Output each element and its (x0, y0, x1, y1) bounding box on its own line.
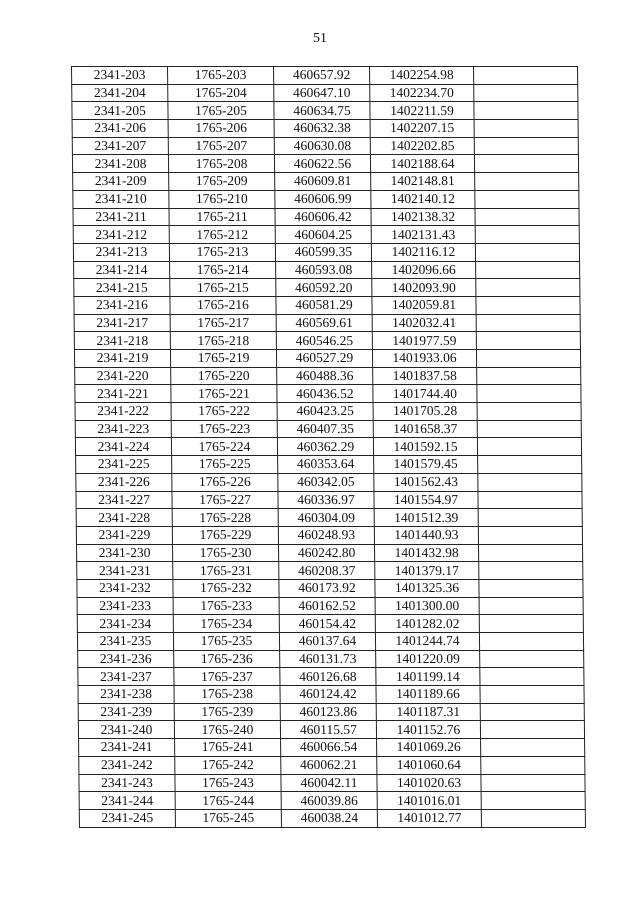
note-cell (478, 473, 582, 491)
x-coordinate-cell: 460131.73 (280, 650, 376, 668)
y-coordinate-cell: 1401562.43 (374, 473, 478, 491)
note-cell (474, 137, 578, 155)
old-point-id-cell: 1765-237 (174, 668, 280, 686)
point-id-cell: 2341-243 (79, 774, 175, 792)
old-point-id-cell: 1765-224 (171, 438, 277, 456)
point-id-cell: 2341-219 (74, 350, 170, 368)
point-id-cell: 2341-224 (75, 438, 171, 456)
x-coordinate-cell: 460304.09 (278, 509, 374, 527)
y-coordinate-cell: 1401016.01 (377, 792, 481, 810)
y-coordinate-cell: 1401244.74 (375, 633, 479, 651)
old-point-id-cell: 1765-244 (175, 792, 281, 810)
old-point-id-cell: 1765-217 (170, 314, 276, 332)
old-point-id-cell: 1765-242 (175, 756, 281, 774)
point-id-cell: 2341-234 (77, 615, 173, 633)
x-coordinate-cell: 460606.99 (275, 190, 371, 208)
note-cell (475, 190, 579, 208)
y-coordinate-cell: 1401837.58 (373, 367, 477, 385)
note-cell (476, 314, 580, 332)
note-cell (476, 261, 580, 279)
y-coordinate-cell: 1401187.31 (376, 703, 480, 721)
table-row (72, 155, 578, 173)
x-coordinate-cell: 460137.64 (279, 633, 375, 651)
table-row (77, 615, 583, 633)
point-id-cell: 2341-221 (75, 385, 171, 403)
old-point-id-cell: 1765-204 (168, 84, 274, 102)
x-coordinate-cell: 460154.42 (279, 615, 375, 633)
old-point-id-cell: 1765-203 (168, 67, 274, 85)
point-id-cell: 2341-204 (72, 84, 168, 102)
note-cell (476, 350, 580, 368)
x-coordinate-cell: 460126.68 (280, 668, 376, 686)
old-point-id-cell: 1765-220 (171, 367, 277, 385)
y-coordinate-cell: 1401512.39 (374, 509, 478, 527)
point-id-cell: 2341-211 (73, 208, 169, 226)
point-id-cell: 2341-222 (75, 403, 171, 421)
x-coordinate-cell: 460362.29 (277, 438, 373, 456)
y-coordinate-cell: 1401705.28 (373, 403, 477, 421)
point-id-cell: 2341-230 (77, 544, 173, 562)
point-id-cell: 2341-228 (76, 509, 172, 527)
note-cell (481, 774, 585, 792)
old-point-id-cell: 1765-243 (175, 774, 281, 792)
y-coordinate-cell: 1401554.97 (374, 491, 478, 509)
x-coordinate-cell: 460115.57 (280, 721, 376, 739)
old-point-id-cell: 1765-219 (170, 350, 276, 368)
x-coordinate-cell: 460527.29 (276, 350, 372, 368)
point-id-cell: 2341-229 (76, 526, 172, 544)
table-row (73, 190, 579, 208)
coordinates-table-body (72, 67, 586, 828)
note-cell (480, 703, 584, 721)
table-row (72, 67, 578, 85)
y-coordinate-cell: 1401189.66 (376, 686, 480, 704)
note-cell (475, 173, 579, 191)
note-cell (475, 243, 579, 261)
point-id-cell: 2341-226 (76, 473, 172, 491)
point-id-cell: 2341-214 (74, 261, 170, 279)
point-id-cell: 2341-232 (77, 579, 173, 597)
note-cell (477, 420, 581, 438)
point-id-cell: 2341-208 (72, 155, 168, 173)
note-cell (479, 579, 583, 597)
y-coordinate-cell: 1401220.09 (376, 650, 480, 668)
old-point-id-cell: 1765-241 (175, 739, 281, 757)
point-id-cell: 2341-233 (77, 597, 173, 615)
x-coordinate-cell: 460436.52 (277, 385, 373, 403)
table-row (78, 686, 584, 704)
note-cell (481, 792, 585, 810)
note-cell (477, 385, 581, 403)
note-cell (474, 120, 578, 138)
old-point-id-cell: 1765-214 (170, 261, 276, 279)
old-point-id-cell: 1765-245 (175, 809, 281, 827)
table-row (74, 296, 580, 314)
old-point-id-cell: 1765-210 (169, 190, 275, 208)
table-row (77, 597, 583, 615)
x-coordinate-cell: 460647.10 (274, 84, 370, 102)
y-coordinate-cell: 1401592.15 (373, 438, 477, 456)
old-point-id-cell: 1765-208 (168, 155, 274, 173)
point-id-cell: 2341-210 (73, 190, 169, 208)
old-point-id-cell: 1765-236 (174, 650, 280, 668)
x-coordinate-cell: 460632.38 (274, 120, 370, 138)
table-row (76, 473, 582, 491)
old-point-id-cell: 1765-233 (173, 597, 279, 615)
y-coordinate-cell: 1401069.26 (377, 739, 481, 757)
y-coordinate-cell: 1401199.14 (376, 668, 480, 686)
x-coordinate-cell: 460162.52 (279, 597, 375, 615)
point-id-cell: 2341-223 (75, 420, 171, 438)
table-row (74, 314, 580, 332)
x-coordinate-cell: 460622.56 (274, 155, 370, 173)
old-point-id-cell: 1765-216 (170, 296, 276, 314)
y-coordinate-cell: 1402096.66 (372, 261, 476, 279)
point-id-cell: 2341-236 (78, 650, 174, 668)
x-coordinate-cell: 460606.42 (275, 208, 371, 226)
old-point-id-cell: 1765-213 (169, 243, 275, 261)
note-cell (479, 562, 583, 580)
old-point-id-cell: 1765-231 (173, 562, 279, 580)
table-row (73, 226, 579, 244)
table-row (75, 438, 581, 456)
table-row (72, 102, 578, 120)
y-coordinate-cell: 1402188.64 (370, 155, 474, 173)
x-coordinate-cell: 460242.80 (279, 544, 375, 562)
y-coordinate-cell: 1402140.12 (371, 190, 475, 208)
old-point-id-cell: 1765-225 (172, 456, 278, 474)
table-row (75, 403, 581, 421)
x-coordinate-cell: 460423.25 (277, 403, 373, 421)
y-coordinate-cell: 1402207.15 (370, 120, 474, 138)
y-coordinate-cell: 1401300.00 (375, 597, 479, 615)
note-cell (474, 155, 578, 173)
x-coordinate-cell: 460604.25 (275, 226, 371, 244)
note-cell (479, 615, 583, 633)
x-coordinate-cell: 460062.21 (281, 756, 377, 774)
old-point-id-cell: 1765-222 (171, 403, 277, 421)
old-point-id-cell: 1765-227 (172, 491, 278, 509)
note-cell (474, 102, 578, 120)
point-id-cell: 2341-242 (79, 756, 175, 774)
old-point-id-cell: 1765-212 (169, 226, 275, 244)
table-row (77, 562, 583, 580)
y-coordinate-cell: 1402059.81 (372, 296, 476, 314)
point-id-cell: 2341-206 (72, 120, 168, 138)
page-number: 51 (313, 31, 327, 46)
x-coordinate-cell: 460039.86 (281, 792, 377, 810)
note-cell (478, 526, 582, 544)
coordinates-table (71, 66, 586, 828)
x-coordinate-cell: 460407.35 (277, 420, 373, 438)
table-row (78, 668, 584, 686)
table-row (76, 456, 582, 474)
old-point-id-cell: 1765-215 (170, 279, 276, 297)
x-coordinate-cell: 460609.81 (275, 173, 371, 191)
note-cell (480, 668, 584, 686)
note-cell (479, 597, 583, 615)
note-cell (477, 403, 581, 421)
note-cell (476, 296, 580, 314)
note-cell (476, 332, 580, 350)
x-coordinate-cell: 460342.05 (278, 473, 374, 491)
y-coordinate-cell: 1402138.32 (371, 208, 475, 226)
table-row (75, 420, 581, 438)
note-cell (479, 544, 583, 562)
old-point-id-cell: 1765-218 (170, 332, 276, 350)
note-cell (481, 739, 585, 757)
old-point-id-cell: 1765-207 (168, 137, 274, 155)
y-coordinate-cell: 1401658.37 (373, 420, 477, 438)
x-coordinate-cell: 460173.92 (279, 579, 375, 597)
y-coordinate-cell: 1402116.12 (371, 243, 475, 261)
point-id-cell: 2341-245 (79, 809, 175, 827)
point-id-cell: 2341-235 (77, 633, 173, 651)
y-coordinate-cell: 1401325.36 (375, 579, 479, 597)
point-id-cell: 2341-217 (74, 314, 170, 332)
point-id-cell: 2341-218 (74, 332, 170, 350)
table-row (74, 279, 580, 297)
point-id-cell: 2341-225 (76, 456, 172, 474)
note-cell (475, 226, 579, 244)
old-point-id-cell: 1765-232 (173, 579, 279, 597)
note-cell (480, 650, 584, 668)
point-id-cell: 2341-209 (73, 173, 169, 191)
x-coordinate-cell: 460581.29 (276, 296, 372, 314)
y-coordinate-cell: 1401379.17 (375, 562, 479, 580)
x-coordinate-cell: 460546.25 (276, 332, 372, 350)
y-coordinate-cell: 1402032.41 (372, 314, 476, 332)
table-row (77, 544, 583, 562)
y-coordinate-cell: 1401152.76 (376, 721, 480, 739)
x-coordinate-cell: 460038.24 (281, 809, 377, 827)
note-cell (481, 756, 585, 774)
table-row (74, 332, 580, 350)
old-point-id-cell: 1765-206 (168, 120, 274, 138)
x-coordinate-cell: 460630.08 (274, 137, 370, 155)
table-row (74, 350, 580, 368)
note-cell (476, 279, 580, 297)
x-coordinate-cell: 460657.92 (274, 67, 370, 85)
y-coordinate-cell: 1402211.59 (370, 102, 474, 120)
old-point-id-cell: 1765-239 (174, 703, 280, 721)
old-point-id-cell: 1765-235 (173, 633, 279, 651)
table-row (79, 756, 585, 774)
x-coordinate-cell: 460592.20 (276, 279, 372, 297)
x-coordinate-cell: 460066.54 (281, 739, 377, 757)
x-coordinate-cell: 460208.37 (279, 562, 375, 580)
x-coordinate-cell: 460336.97 (278, 491, 374, 509)
table-row (79, 774, 585, 792)
old-point-id-cell: 1765-223 (171, 420, 277, 438)
note-cell (478, 509, 582, 527)
table-row (76, 526, 582, 544)
note-cell (479, 633, 583, 651)
old-point-id-cell: 1765-240 (174, 721, 280, 739)
x-coordinate-cell: 460123.86 (280, 703, 376, 721)
old-point-id-cell: 1765-228 (172, 509, 278, 527)
x-coordinate-cell: 460353.64 (278, 456, 374, 474)
table-row (77, 633, 583, 651)
y-coordinate-cell: 1401012.77 (377, 809, 481, 827)
point-id-cell: 2341-244 (79, 792, 175, 810)
point-id-cell: 2341-212 (73, 226, 169, 244)
x-coordinate-cell: 460248.93 (278, 526, 374, 544)
note-cell (478, 456, 582, 474)
note-cell (477, 367, 581, 385)
table-row (72, 120, 578, 138)
old-point-id-cell: 1765-226 (172, 473, 278, 491)
table-row (72, 137, 578, 155)
point-id-cell: 2341-237 (78, 668, 174, 686)
point-id-cell: 2341-231 (77, 562, 173, 580)
note-cell (477, 438, 581, 456)
y-coordinate-cell: 1401060.64 (377, 756, 481, 774)
table-row (72, 84, 578, 102)
y-coordinate-cell: 1402148.81 (371, 173, 475, 191)
point-id-cell: 2341-240 (78, 721, 174, 739)
table-row (79, 739, 585, 757)
point-id-cell: 2341-215 (74, 279, 170, 297)
table-row (75, 385, 581, 403)
y-coordinate-cell: 1402131.43 (371, 226, 475, 244)
old-point-id-cell: 1765-230 (173, 544, 279, 562)
table-row (76, 509, 582, 527)
point-id-cell: 2341-203 (72, 67, 168, 85)
x-coordinate-cell: 460488.36 (277, 367, 373, 385)
table-row (76, 491, 582, 509)
table-row (73, 243, 579, 261)
table-row (79, 809, 585, 827)
y-coordinate-cell: 1401579.45 (374, 456, 478, 474)
note-cell (481, 809, 585, 827)
table-row (73, 208, 579, 226)
table-row (77, 579, 583, 597)
old-point-id-cell: 1765-221 (171, 385, 277, 403)
note-cell (478, 491, 582, 509)
point-id-cell: 2341-213 (73, 243, 169, 261)
y-coordinate-cell: 1401977.59 (372, 332, 476, 350)
point-id-cell: 2341-227 (76, 491, 172, 509)
y-coordinate-cell: 1401744.40 (373, 385, 477, 403)
note-cell (474, 84, 578, 102)
point-id-cell: 2341-220 (75, 367, 171, 385)
table-row (74, 261, 580, 279)
x-coordinate-cell: 460634.75 (274, 102, 370, 120)
table-row (78, 703, 584, 721)
y-coordinate-cell: 1401933.06 (372, 350, 476, 368)
point-id-cell: 2341-238 (78, 686, 174, 704)
y-coordinate-cell: 1401432.98 (375, 544, 479, 562)
x-coordinate-cell: 460124.42 (280, 686, 376, 704)
y-coordinate-cell: 1402254.98 (370, 67, 474, 85)
note-cell (480, 721, 584, 739)
old-point-id-cell: 1765-238 (174, 686, 280, 704)
note-cell (474, 67, 578, 85)
point-id-cell: 2341-241 (79, 739, 175, 757)
x-coordinate-cell: 460593.08 (276, 261, 372, 279)
old-point-id-cell: 1765-234 (173, 615, 279, 633)
table-row (78, 721, 584, 739)
x-coordinate-cell: 460599.35 (275, 243, 371, 261)
old-point-id-cell: 1765-211 (169, 208, 275, 226)
table-row (78, 650, 584, 668)
point-id-cell: 2341-239 (78, 703, 174, 721)
y-coordinate-cell: 1401282.02 (375, 615, 479, 633)
x-coordinate-cell: 460042.11 (281, 774, 377, 792)
note-cell (475, 208, 579, 226)
y-coordinate-cell: 1402093.90 (372, 279, 476, 297)
x-coordinate-cell: 460569.61 (276, 314, 372, 332)
point-id-cell: 2341-205 (72, 102, 168, 120)
old-point-id-cell: 1765-209 (169, 173, 275, 191)
table-row (73, 173, 579, 191)
note-cell (480, 686, 584, 704)
old-point-id-cell: 1765-205 (168, 102, 274, 120)
table-row (75, 367, 581, 385)
y-coordinate-cell: 1402234.70 (370, 84, 474, 102)
old-point-id-cell: 1765-229 (172, 526, 278, 544)
y-coordinate-cell: 1401020.63 (377, 774, 481, 792)
point-id-cell: 2341-216 (74, 296, 170, 314)
y-coordinate-cell: 1401440.93 (374, 526, 478, 544)
point-id-cell: 2341-207 (72, 137, 168, 155)
y-coordinate-cell: 1402202.85 (370, 137, 474, 155)
table-row (79, 792, 585, 810)
